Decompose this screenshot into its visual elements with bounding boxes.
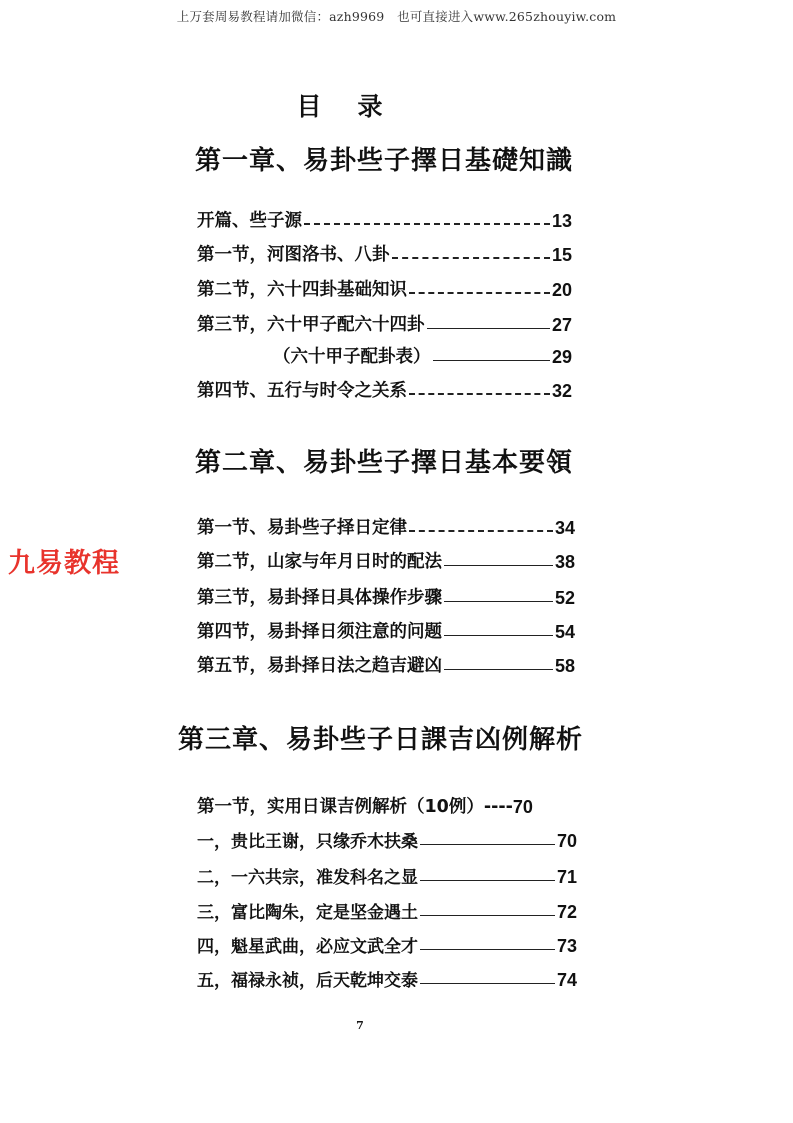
leader-line [420,880,555,881]
chapter-1-title: 第一章、易卦些子擇日基礎知識 [195,146,574,176]
toc-entry-page: 27 [551,315,572,335]
toc-entry-label: 第一节，河图洛书、八卦 [197,245,390,265]
leader-dots [409,292,550,294]
toc-entry-page: 54 [554,622,575,642]
chapter-2-title: 第二章、易卦些子擇日基本要領 [195,448,574,478]
toc-entry-label: 第四节、五行与时令之关系 [197,381,407,401]
leader-dots [392,257,550,259]
toc-entry-label: 第五节，易卦择日法之趋吉避凶 [197,656,442,676]
chapter-3-title: 第三章、易卦些子日課吉凶例解析 [178,725,584,755]
toc-entry[interactable] [197,549,575,573]
leader-line [420,949,555,950]
leader-line [444,669,553,670]
toc-entry-page: 70 [556,831,577,851]
leader-line [444,565,553,566]
toc-entry-label: 二，一六共宗，准发科名之显 [197,868,418,888]
toc-entry-label: （六十甲子配卦表） [273,347,431,367]
toc-entry[interactable] [197,208,572,232]
toc-entry-label: 开篇、些子源 [197,211,302,231]
toc-entry-page: 52 [554,588,575,608]
watermark-logo: 九易教程 [8,548,120,579]
toc-entry[interactable] [197,312,572,336]
toc-entry-label: 第二节，六十四卦基础知识 [197,280,407,300]
toc-entry[interactable] [197,378,572,402]
toc-entry-page: 20 [551,280,572,300]
page-header-banner: 上万套周易教程请加微信：azh9969 也可直接进入www.265zhouyiw.com [176,9,617,24]
leader-line [420,915,555,916]
toc-entry-label: 第一节，实用日课吉例解析（10例）---- [197,797,513,817]
toc-entry[interactable] [197,794,577,818]
toc-entry-page: 32 [551,381,572,401]
leader-dots [304,223,550,225]
toc-entry-label: 第二节，山家与年月日时的配法 [197,552,442,572]
leader-line [444,635,553,636]
toc-entry-page: 34 [554,518,575,538]
toc-entry-label: 第三节，易卦择日具体操作步骤 [197,588,442,608]
toc-entry[interactable] [197,899,577,923]
toc-entry[interactable] [197,933,577,957]
leader-line [427,328,550,329]
toc-entry-label: 五，福禄永祯，后天乾坤交泰 [197,971,418,991]
toc-title: 目录 [296,92,419,121]
page-number: 7 [356,1019,364,1032]
toc-entry-label: 第四节，易卦择日须注意的问题 [197,622,442,642]
toc-entry[interactable] [197,585,575,609]
toc-entry[interactable] [197,967,577,991]
leader-line [420,844,555,845]
toc-entry[interactable] [197,277,572,301]
leader-dots [409,530,553,532]
toc-entry-label: 三，富比陶朱，定是坚金遇土 [197,903,418,923]
toc-entry[interactable] [197,864,577,888]
toc-entry[interactable] [197,828,577,852]
leader-dots [409,393,550,395]
toc-entry-page: 13 [551,211,572,231]
toc-entry-page: 15 [551,245,572,265]
leader-line [444,601,553,602]
toc-entry[interactable] [197,653,575,677]
toc-entry-page: 74 [556,970,577,990]
toc-entry-page: 38 [554,552,575,572]
toc-entry-label: 四，魁星武曲，必应文武全才 [197,937,418,957]
toc-entry-page: 29 [551,347,572,367]
toc-entry-page: 72 [556,902,577,922]
toc-entry[interactable] [197,242,572,266]
toc-entry-page: 58 [554,656,575,676]
toc-entry-page: 71 [556,867,577,887]
toc-entry[interactable] [197,515,575,539]
toc-entry-label: 一，贵比王谢，只缘乔木扶桑 [197,832,418,852]
leader-line [433,360,550,361]
toc-entry-page: 70 [512,797,533,817]
toc-entry-page: 73 [556,936,577,956]
toc-entry[interactable] [273,344,572,368]
toc-entry-label: 第一节、易卦些子择日定律 [197,518,407,538]
toc-entry[interactable] [197,619,575,643]
leader-line [420,983,555,984]
toc-entry-label: 第三节，六十甲子配六十四卦 [197,315,425,335]
